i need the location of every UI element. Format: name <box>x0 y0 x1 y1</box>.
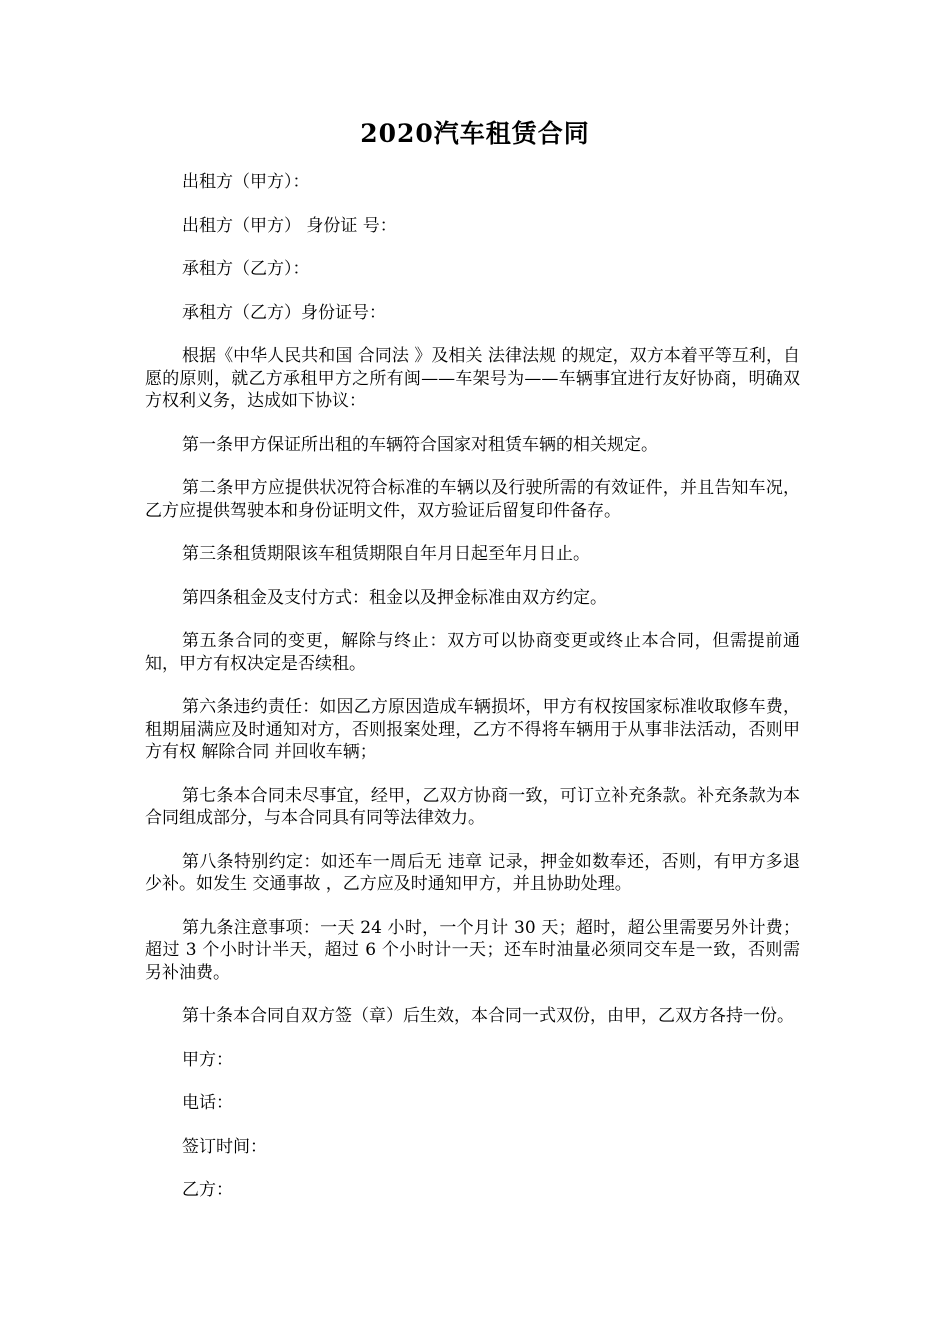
signature-party-b: 乙方： <box>182 1180 233 1200</box>
lessee-id-line: 承租方（乙方）身份证号： <box>182 302 386 323</box>
clause-2: 第二条甲方应提供状况符合标准的车辆以及行驶所需的有效证件，并且告知车况，乙方应提供驾驶本和身份证明文件，双方验证后留复印件备存。 <box>145 478 800 521</box>
signature-phone: 电话： <box>182 1093 233 1113</box>
signature-party-a: 甲方： <box>182 1049 233 1070</box>
signature-date: 签订时间： <box>182 1136 267 1157</box>
clause-6: 第六条违约责任：如因乙方原因造成车辆损坏，甲方有权按国家标准收取修车费，租期届满应及时通知对方，否则报案处理，乙方不得将车辆用于从事非法活动，否则甲方有权 解除合同 并回收车辆； <box>145 697 800 762</box>
preamble-paragraph: 根据《中华人民共和国 合同法 》及相关 法律法规 的规定，双方本着平等互利，自愿的原则，就乙方承租甲方之所有闽——车架号为——车辆事宜进行友好协商，明确双方权利义务，达成如下协议： <box>145 346 800 411</box>
clause-7: 第七条本合同未尽事宜，经甲，乙双方协商一致，可订立补充条款。补充条款为本合同组成部分，与本合同具有同等法律效力。 <box>145 785 800 828</box>
lessee-line: 承租方（乙方）： <box>182 259 310 279</box>
clause-4: 第四条租金及支付方式：租金以及押金标准由双方约定。 <box>182 587 607 608</box>
lessor-id-line: 出租方（甲方） 身份证 号： <box>182 215 397 236</box>
clause-1: 第一条甲方保证所出租的车辆符合国家对租赁车辆的相关规定。 <box>182 434 658 455</box>
clause-3: 第三条租赁期限该车租赁期限自年月日起至年月日止。 <box>182 544 590 564</box>
clause-5: 第五条合同的变更，解除与终止：双方可以协商变更或终止本合同，但需提前通知，甲方有权决定是否续租。 <box>145 631 800 674</box>
document-title: 2020汽车租赁合同 <box>360 119 590 148</box>
clause-9: 第九条注意事项：一天 24 小时，一个月计 30 天；超时，超公里需要另外计费；超过 3 个小时计半天，超过 6 个小时计一天；还车时油量必须同交车是一致，否则需另补油费。 <box>145 917 800 983</box>
lessor-line: 出租方（甲方）： <box>182 172 310 192</box>
document-body <box>145 171 800 1223</box>
clause-10: 第十条本合同自双方签（章）后生效，本合同一式双份，由甲，乙双方各持一份。 <box>182 1006 794 1026</box>
clause-8: 第八条特别约定：如还车一周后无 违章 记录，押金如数奉还，否则，有甲方多退少补。如发生 交通事故 ，乙方应及时通知甲方，并且协助处理。 <box>145 851 800 894</box>
